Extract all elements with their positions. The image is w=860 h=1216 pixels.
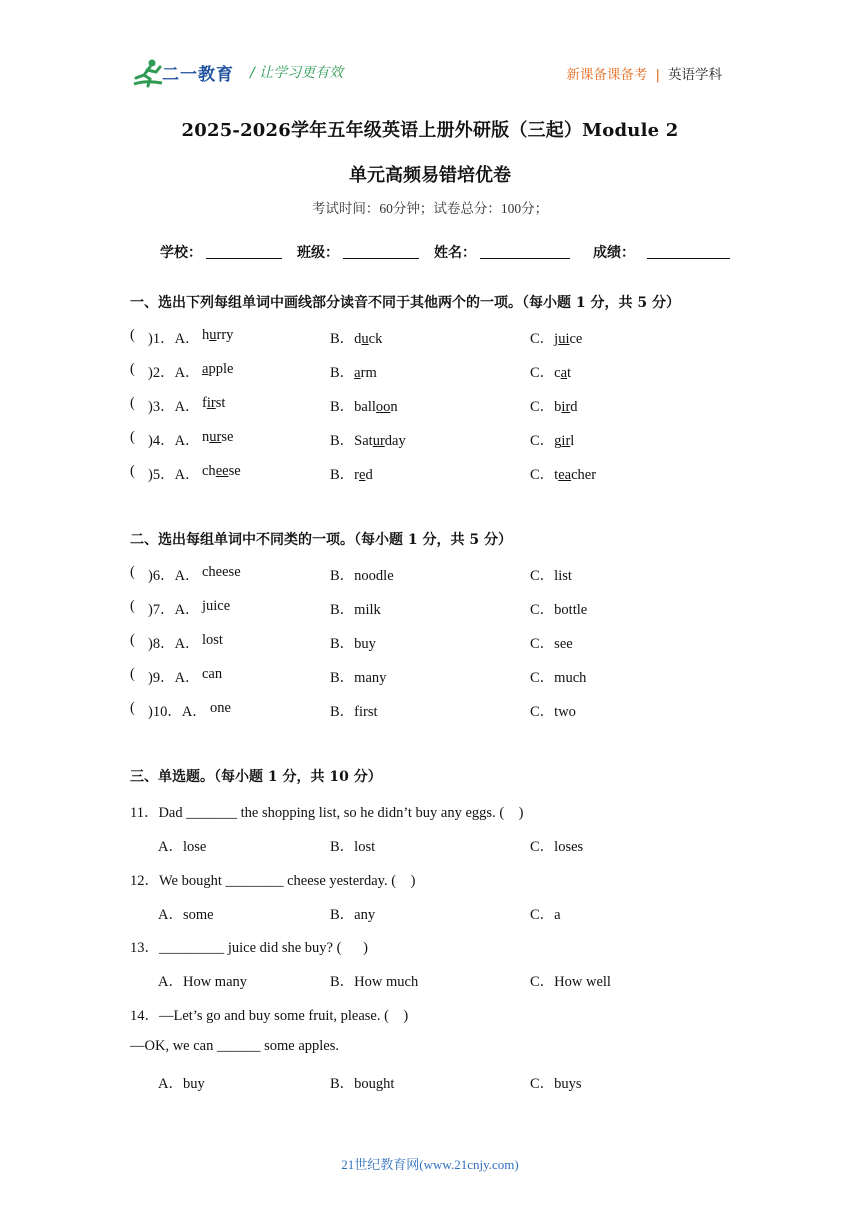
section-1-heading: 一、选出下列每组单词中画线部分读音不同于其他两个的一项。（每小题 1 分，共 5 分） [130, 295, 680, 311]
class-blank [343, 258, 419, 259]
option-b: B．red [330, 467, 373, 483]
option-b: B．milk [330, 602, 381, 618]
exam-info: 考试时间：60分钟；试卷总分：100分； [311, 201, 549, 216]
option-b: B．arm [330, 365, 377, 381]
question-row: ( )2．A． apple B．arm C．cat [130, 361, 572, 381]
option-a: A．some [158, 907, 214, 923]
name-label: 姓名： [434, 245, 476, 261]
option-a: hurry [202, 327, 234, 343]
option-a: nurse [202, 429, 234, 445]
title-line-1: 2025-2026学年五年级英语上册外研版（三起）Module 2 [181, 120, 679, 141]
option-b: B．many [330, 670, 387, 686]
header-right [566, 63, 722, 83]
header-separator: | [655, 67, 660, 83]
page-header [128, 56, 728, 92]
question-row: ( )1．A． hurry B．duck C．juice [130, 327, 583, 347]
question-row: ( )10．A． one B．first C．two [130, 700, 576, 720]
question-11-options [158, 835, 758, 855]
header-tag-b: 英语学科 [668, 67, 722, 83]
option-a: lost [202, 632, 223, 648]
option-a: can [202, 666, 223, 682]
title-line-2: 单元高频易错培优卷 [349, 165, 511, 186]
option-b: B．any [330, 907, 376, 923]
section-3-heading: 三、单选题。（每小题 1 分，共 10 分） [130, 769, 382, 785]
option-a: A．buy [158, 1076, 205, 1092]
option-b: B．How much [330, 974, 419, 990]
option-b: B．bought [330, 1076, 395, 1092]
option-c: C．teacher [530, 467, 597, 483]
class-label: 班级： [297, 245, 339, 261]
name-blank [480, 258, 570, 259]
option-c: C．two [530, 704, 576, 720]
option-c: C．cat [530, 365, 572, 381]
question-11-stem: 11．Dad _______ the shopping list, so he didn’t buy any eggs. ( ) [130, 805, 524, 821]
option-b: B．buy [330, 636, 376, 652]
option-a: juice [202, 598, 231, 614]
question-row: ( )4．A． nurse B．Saturday C．girl [130, 429, 575, 449]
school-blank [206, 258, 282, 259]
option-b: B．balloon [330, 399, 398, 415]
option-a: cheese [202, 463, 241, 479]
slogan: / 让学习更有效 [250, 65, 344, 81]
footer-link[interactable]: 21世纪教育网(www.21cnjy.com) [341, 1157, 519, 1172]
option-b: B．first [330, 704, 378, 720]
question-row: ( )7．A． juice B．milk C．bottle [130, 598, 588, 618]
option-a: first [202, 395, 226, 411]
option-a: apple [202, 361, 234, 377]
header-tag-a: 新课备课备考 [566, 67, 648, 83]
question-13-stem: 13．_________ juice did she buy? ( ) [130, 940, 369, 956]
school-label: 学校： [160, 245, 202, 261]
option-b: B．duck [330, 331, 383, 347]
option-c: C．see [530, 636, 573, 652]
option-a: one [210, 700, 231, 716]
option-a: A．lose [158, 839, 207, 855]
question-12-stem: 12．We bought ________ cheese yesterday. ( ) [130, 873, 416, 889]
option-b: B．Saturday [330, 433, 406, 449]
option-c: C．juice [530, 331, 583, 347]
option-c: C．loses [530, 839, 584, 855]
logo-text: 二一教育 [162, 65, 234, 85]
option-a: A．How many [158, 974, 248, 990]
option-b: B．noodle [330, 568, 394, 584]
option-c: C．list [530, 568, 572, 584]
question-12-options [158, 903, 758, 923]
option-a: cheese [202, 564, 241, 580]
option-c: C．girl [530, 433, 575, 449]
score-blank [647, 258, 730, 259]
option-c: C．much [530, 670, 587, 686]
score-label: 成绩： [593, 245, 635, 261]
question-14-reply: —OK, we can ______ some apples. [130, 1038, 339, 1054]
section-2-heading: 二、选出每组单词中不同类的一项。（每小题 1 分，共 5 分） [130, 532, 512, 548]
option-c: C．a [530, 907, 561, 923]
option-c: C．bottle [530, 602, 588, 618]
question-row: ( )5．A． cheese B．red C．teacher [130, 463, 597, 483]
option-c: C．How well [530, 974, 611, 990]
question-13-options [158, 970, 758, 990]
question-row: ( )3．A． first B．balloon C．bird [130, 395, 578, 415]
option-c: C．bird [530, 399, 578, 415]
option-b: B．lost [330, 839, 376, 855]
question-14-stem: 14．—Let’s go and buy some fruit, please. ( ) [130, 1008, 409, 1024]
option-c: C．buys [530, 1076, 582, 1092]
question-14-options [158, 1072, 758, 1092]
question-row: ( )9．A． can B．many C．much [130, 666, 587, 686]
question-row: ( )8．A． lost B．buy C．see [130, 632, 573, 652]
question-row: ( )6．A． cheese B．noodle C．list [130, 564, 572, 584]
